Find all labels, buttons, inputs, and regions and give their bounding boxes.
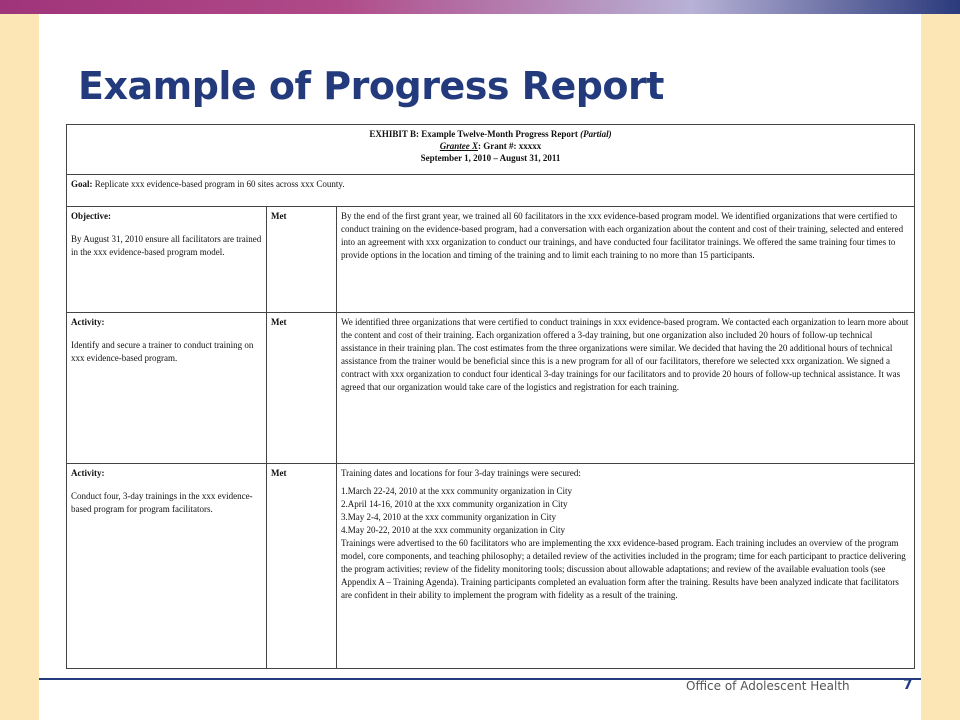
slide-title: Example of Progress Report (78, 64, 664, 108)
report-header (67, 125, 915, 175)
objective-details: By the end of the first grant year, we trained all 60 facilitators in the xxx evidence-based program model. We identified organizations that were certified to conduct training on the evidence-based program, had a conversation with each organization about the content and cost of their training, selected and entered into an agreement with xxx organization to conduct our trainings, and have conducted four facilitator trainings. We offered the same training four times to provide options in the location and timing of the training and to limit each training to no more than 15 participants. (337, 207, 915, 313)
activity-details (337, 464, 915, 669)
activity-details: We identified three organizations that were certified to conduct trainings in xxx evidence-based program. We contacted each organization to learn more about the content and cost of their training. Each organization offered a 3-day training, but one organization also included 20 hours of follow-up technical assistance in their training plan. The cost estimates from the three organizations were similar. We decided that having the 20 additional hours of technical assistance from the trainer would be beneficial since this is a new program for all of our facilitators, therefore we selected xxx organization. We signed a contract with xxx organization to conduct four identical 3-day trainings for our facilitators and to provide 20 hours of follow-up technical assistance. It was agreed that our organization would take care of the logistics and registration for each training. (337, 313, 915, 464)
table-row (67, 207, 915, 313)
objective-label: Objective: (71, 211, 111, 221)
table-row (67, 313, 915, 464)
activity-label: Activity: (71, 317, 105, 327)
grantee-name: Grantee X (439, 141, 478, 152)
details-rest: Trainings were advertised to the 60 facilitators who are implementing the xxx evidence-based program. Each training includes an overview of the program model, core components, and teaching philosophy; a detailed review of the activities included in the program; time for each participant to practice delivering the program activities; review of the fidelity monitoring tools; discussion about allowable adaptations; and review of the available evaluation tools (see Appendix A – Training Agenda). Training participants completed an evaluation form after the training. Results have been analyzed indicate that facilitators are confident in their ability to implement the program with fidelity as a result of the training. (341, 538, 906, 601)
goal-cell (67, 175, 915, 207)
top-color-bar (0, 0, 960, 14)
objective-text: By August 31, 2010 ensure all facilitators are trained in the xxx evidence-based program model. (71, 234, 262, 258)
left-side-bar (0, 14, 39, 720)
status-met: Met (267, 313, 337, 464)
grant-number: : Grant #: xxxxx (478, 141, 542, 152)
status-met: Met (267, 207, 337, 313)
activity-label: Activity: (71, 468, 105, 478)
objective-cell (67, 207, 267, 313)
exhibit-title: EXHIBIT B: Example Twelve-Month Progress Report (369, 129, 578, 139)
list-item: 3.May 2-4, 2010 at the xxx community organization in City (341, 512, 557, 523)
footer-org: Office of Adolescent Health (686, 679, 850, 693)
list-item: 4.May 20-22, 2010 at the xxx community organization in City (341, 525, 566, 536)
list-item: 2.April 14-16, 2010 at the xxx community organization in City (341, 499, 568, 510)
activity-text: Conduct four, 3-day trainings in the xxx evidence-based program for program facilitators. (71, 491, 253, 515)
activity-text: Identify and secure a trainer to conduct training on xxx evidence-based program. (71, 340, 254, 364)
list-item: 1.March 22-24, 2010 at the xxx community organization in City (341, 486, 573, 497)
activity-cell (67, 464, 267, 669)
page-number: 7 (903, 677, 913, 693)
activity-cell (67, 313, 267, 464)
exhibit-partial: (Partial) (580, 129, 612, 139)
goal-label: Goal: (71, 179, 93, 189)
report-period: September 1, 2010 – August 31, 2011 (420, 153, 561, 164)
right-side-bar (921, 14, 960, 720)
status-met: Met (267, 464, 337, 669)
table-row (67, 464, 915, 669)
progress-report-table (66, 124, 915, 669)
goal-text: Replicate xxx evidence-based program in 60 sites across xxx County. (94, 179, 345, 189)
details-intro: Training dates and locations for four 3-day trainings were secured: (341, 468, 581, 478)
